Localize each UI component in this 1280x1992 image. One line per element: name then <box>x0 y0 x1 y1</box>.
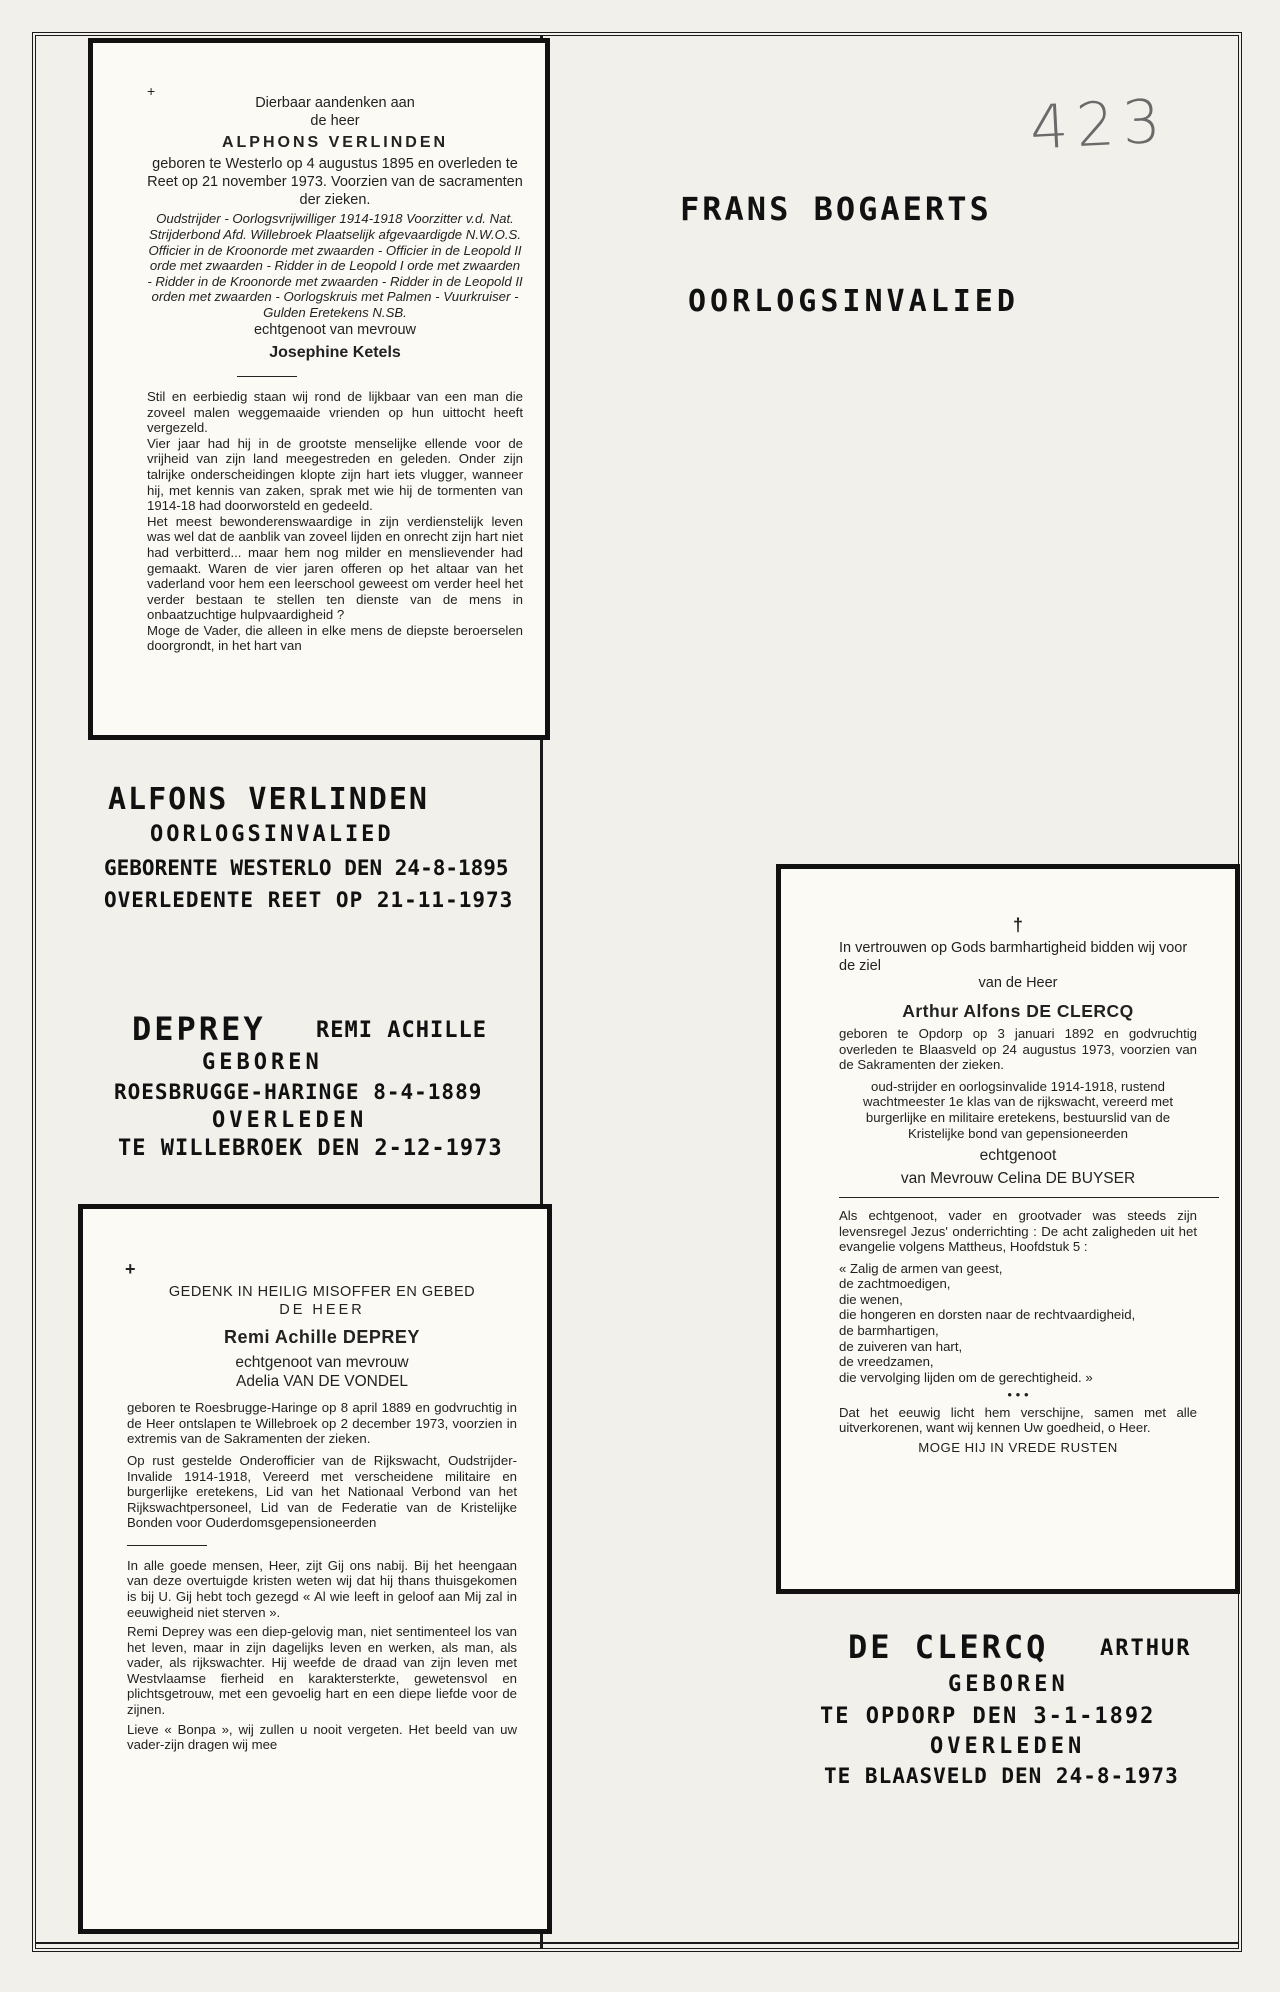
spouse-intro: echtgenoot van mevrouw <box>235 1354 409 1372</box>
spouse-name: Josephine Ketels <box>269 344 401 362</box>
card-intro-2: DE HEER <box>279 1301 365 1318</box>
eulogy-paragraph-2: Dat het eeuwig licht hem verschijne, samen met alle uitverkorenen, want wij kennen Uw goedheid, o Heer. <box>839 1404 1197 1436</box>
beatitude-line: die vervolging lijden om de gerechtigheid. » <box>839 1369 1093 1385</box>
card-intro-2: van de Heer <box>978 975 1058 992</box>
separator-rule <box>127 1545 207 1546</box>
eulogy-paragraph-1: In alle goede mensen, Heer, zijt Gij ons nabij. Bij het heengaan van deze overtuigde kristen weten wij dat hij thans thuisgekomen is bij U. Gij hebt toch gezegd « Al wie leeft in geloof aan Mij zal in eeuwigheid niet sterven ». <box>127 1557 517 1620</box>
header-name: FRANS BOGAERTS <box>680 190 992 228</box>
memorial-card-deprey <box>78 1204 552 1934</box>
spouse-name: Adelia VAN DE VONDEL <box>236 1373 408 1391</box>
separator-rule <box>237 376 297 377</box>
note-deprey-birth: ROESBRUGGE-HARINGE 8-4-1889 <box>114 1080 483 1104</box>
closing-line: MOGE HIJ IN VREDE RUSTEN <box>918 1440 1118 1456</box>
beatitude-line: de zachtmoedigen, <box>839 1276 951 1292</box>
card-intro: GEDENK IN HEILIG MISOFFER EN GEBED <box>168 1284 476 1300</box>
deceased-name: Remi Achille DEPREY <box>224 1327 420 1348</box>
eulogy-paragraph-2: Remi Deprey was een diep-gelovig man, niet sentimenteel los van het leven, maar in zijn dagelijks leven en werken, als man, als vader, als rijkswachter. Hij weefde de draad van zijn leven met Westvlaamse fierheid en karaktersterkte, gewetensvol en plichtsgetrouw, met een gevoelig hart en een diepe liefde voor de zijnen. <box>127 1624 517 1718</box>
note-verlinden-death: OVERLEDENTE REET OP 21-11-1973 <box>104 888 514 912</box>
eulogy-paragraph-4: Moge de Vader, die alleen in elke mens de diepste beroerselen doorgrondt, in het hart van <box>147 622 523 654</box>
note-deprey-born-label: GEBOREN <box>202 1050 323 1075</box>
note-declercq-surname: DE CLERCQ <box>848 1628 1049 1666</box>
beatitude-line: de barmhartigen, <box>839 1322 939 1338</box>
memorial-card-verlinden <box>88 38 550 740</box>
card-intro-2: de heer <box>310 112 360 129</box>
honours-text: Op rust gestelde Onderofficier van de Rijkswacht, Oudstrijder-Invalide 1914-1918, Vereerd met verscheidene militaire en burgerlijke eretekens, Lid van het Nationaal Verbond van het Rijkswachtpersoneel, Lid van de Federatie van de Kristelijke Bonden voor Ouderdomsgepensioneerden <box>127 1452 517 1531</box>
note-verlinden-status: OORLOGSINVALIED <box>150 822 394 847</box>
ornament-dots: • • • <box>1007 1387 1029 1403</box>
spouse-intro: echtgenoot <box>979 1147 1057 1165</box>
note-deprey-died-label: OVERLEDEN <box>212 1108 368 1133</box>
note-declercq-birth: TE OPDORP DEN 3-1-1892 <box>820 1704 1156 1729</box>
honours-text: oud-strijder en oorlogsinvalide 1914-1918, rustend wachtmeester 1e klas van de rijkswacht, vereerd met burgerlijke en militaire eretekens, bestuurslid van de Kristelijke bond van gepensioneerden <box>862 1078 1174 1141</box>
eulogy-paragraph-1: Als echtgenoot, vader en grootvader was steeds zijn levensregel Jezus' onderrichting : De acht zaligheden uit het evangelie volgens Mattheus, Hoofdstuk 5 : <box>839 1207 1197 1255</box>
birth-death-text: geboren te Roesbrugge-Haringe op 8 april 1889 en godvruchtig in de Heer ontslapen te Willebroek op 2 december 1973, voorzien in extremis van de Sakramenten der zieken. <box>127 1400 517 1447</box>
spouse-name: van Mevrouw Celina DE BUYSER <box>900 1170 1136 1188</box>
header-subtitle: OORLOGSINVALIED <box>688 284 1019 319</box>
beatitude-line: die hongeren en dorsten naar de rechtvaardigheid, <box>839 1307 1136 1323</box>
beatitude-line: die wenen, <box>839 1291 903 1307</box>
beatitude-line: « Zalig de armen van geest, <box>839 1260 1003 1276</box>
deceased-name: Arthur Alfons DE CLERCQ <box>902 1001 1134 1022</box>
deceased-name: ALPHONS VERLINDEN <box>221 134 449 152</box>
archive-number: 423 <box>1028 86 1171 164</box>
card-intro: Dierbaar aandenken aan <box>255 95 415 111</box>
eulogy-paragraph-3: Lieve « Bonpa », wij zullen u nooit vergeten. Het beeld van uw vader-zijn dragen wij mee <box>127 1721 517 1753</box>
separator-rule <box>839 1197 1219 1198</box>
note-deprey-death: TE WILLEBROEK DEN 2-12-1973 <box>118 1136 503 1161</box>
note-declercq-died-label: OVERLEDEN <box>930 1734 1086 1759</box>
note-declercq-forename: ARTHUR <box>1100 1636 1192 1661</box>
spouse-intro: echtgenoot van mevrouw <box>253 322 416 339</box>
cross-icon: † <box>1012 915 1023 935</box>
note-verlinden-name: ALFONS VERLINDEN <box>108 782 429 817</box>
eulogy-paragraph-3: Het meest bewonderenswaardige in zijn verdienstelijk leven was wel dat de aanblik van zoveel lijden en onrecht zijn hart niet had verbitterd... maar hem nog milder en menslievender had gemaakt. Waren de vier jaren offeren op het altaar van het vaderland voor hem een leerschool geweest om verder heel het verder bestaan te stellen ten dienste van de mens in onbaatzuchtige hulpvaardigheid ? <box>147 513 523 623</box>
beatitude-line: de zuiveren van hart, <box>839 1338 963 1354</box>
note-declercq-born-label: GEBOREN <box>948 1672 1069 1697</box>
eulogy-paragraph-1: Stil en eerbiedig staan wij rond de lijkbaar van een man die zoveel malen weggemaaide vrienden op hun uittocht heeft vergezeld. <box>147 389 523 436</box>
birth-death-text: geboren te Westerlo op 4 augustus 1895 en overleden te Reet op 21 november 1973. Voorzien van de sacramenten der zieken. <box>147 156 523 208</box>
birth-death-text: geboren te Opdorp op 3 januari 1892 en godvruchtig overleden te Blaasveld op 24 augustus 1973, voorzien van de Sakramenten der zieken. <box>839 1026 1197 1073</box>
note-verlinden-birth: GEBORENTE WESTERLO DEN 24-8-1895 <box>104 856 509 880</box>
card-intro: In vertrouwen op Gods barmhartigheid bidden wij voor de ziel <box>839 940 1188 974</box>
bottom-rule <box>36 1942 1238 1944</box>
note-deprey-forenames: REMI ACHILLE <box>316 1018 487 1043</box>
note-deprey-surname: DEPREY <box>132 1010 266 1048</box>
cross-icon: + <box>125 1259 136 1279</box>
beatitude-line: de vreedzamen, <box>839 1354 934 1370</box>
memorial-card-declercq <box>776 864 1240 1594</box>
eulogy-paragraph-2: Vier jaar had hij in de grootste menselijke ellende voor de vrijheid van zijn land meegestreden en geleden. Onder zijn talrijke onderscheidingen klopte zijn hart iets vlugger, wanneer hij, met kennis van zaken, sprak met wie hij de tormenten van 1914-18 had doorworsteld en gedeeld. <box>147 435 523 514</box>
cross-icon: + <box>147 83 156 99</box>
note-declercq-death: TE BLAASVELD DEN 24-8-1973 <box>824 1764 1179 1788</box>
honours-text: Oudstrijder - Oorlogsvrijwilliger 1914-1918 Voorzitter v.d. Nat. Strijderbond Afd. Willebroek Plaatselijk afgevaardigde N.W.O.S. Officier in de Kroonorde met zwaarden - Officier in de Leopold II orde met zwaarden - Ridder in de Leopold I orde met zwaarden - Ridder in de Kroonorde met zwaarden - Ridder in de Leopold II orden met zwaarden - Oorlogskruis met Palmen - Vuurkruiser - Gulden Eretekens N.SB. <box>147 211 523 320</box>
beatitudes-list <box>839 1261 1197 1386</box>
